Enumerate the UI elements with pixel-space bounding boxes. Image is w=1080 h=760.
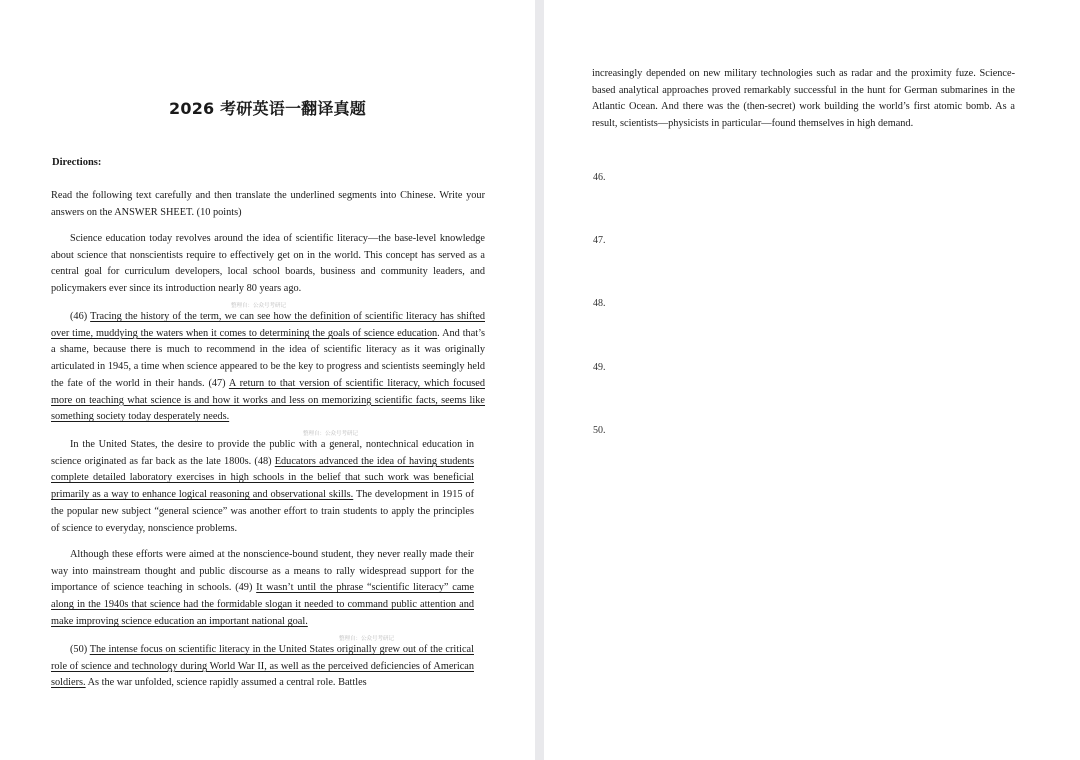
watermark-2: 整理自：公众号考研记 xyxy=(303,431,359,437)
watermark-3: 整理自：公众号考研记 xyxy=(339,636,395,642)
left-page xyxy=(0,0,535,760)
underlined-segment: A return to that version of scientific literacy, which focused more on teaching what science is and how it works and less on memorizing scientific facts, seems like something society today desperately needs. xyxy=(51,377,485,423)
answer-number-47: 47. xyxy=(593,235,606,246)
underlined-segment: Tracing the history of the term, we can see how the definition of scientific literacy has shifted over time, muddying the waters when it comes to determining the goals of science education xyxy=(51,311,485,339)
text-segment: . And that’s a shame, because there is much to recommend in the idea of scientific literacy as it was originally articulated in 1945, a time when science appeared to be the key to progress and scientists seemingly held the fate of the world in their hands. (47) xyxy=(51,327,486,389)
paragraph-5-continued: increasingly depended on new military technologies such as radar and the proximity fuze. Science-based analytical approaches proved remarkably successful in the hunt for German submarines in the Atlantic Ocean. And there was the (then-secret) work building the world’s first atomic bomb. As a result, scientists—physicists in particular—found themselves in high demand. xyxy=(592,68,1015,130)
text-segment: The development in 1915 of the popular new subject “general science” was another effort to train students to apply the principles of science to everyday, nonscience problems. xyxy=(51,489,475,534)
watermark-1: 整理自：公众号考研记 xyxy=(231,303,287,309)
answer-number-50: 50. xyxy=(593,425,606,436)
underlined-segment: The intense focus on scientific literacy in the United States originally grew out of the critical role of science and technology during World War II, as well as the perceived deficiencies of American soldiers. xyxy=(51,644,474,689)
text-segment: (50) xyxy=(70,644,90,655)
paragraph-5 xyxy=(51,642,474,692)
paragraph-3 xyxy=(51,437,474,537)
paragraph-1: Science education today revolves around the idea of scientific literacy—the base-level knowledge about science that nonscientists require to effectively get on in the world. This concept has served as a central goal for curriculum developers, local school boards, business and community leaders, and policymakers ever since its introduction nearly 80 years ago. xyxy=(51,233,485,295)
text-segment: (46) xyxy=(70,311,91,322)
answer-number-49: 49. xyxy=(593,362,606,373)
underlined-segment: Educators advanced the idea of having students complete detailed laboratory exercises in high schools in the belief that such work was beneficial primarily as a way to enhance logical reasoning and observational skills. xyxy=(51,455,475,501)
page-title: 2026 考研英语一翻译真题 xyxy=(169,99,366,118)
paragraph-4 xyxy=(51,547,474,631)
text-segment: As the war unfolded, science rapidly assumed a central role. Battles xyxy=(85,677,367,689)
text-segment: Although these efforts were aimed at the nonscience-bound student, they never really made their way into mainstream thought and public discourse as a means to rally widespread support for the importance of science teaching in schools. (49) xyxy=(51,549,474,594)
answer-number-48: 48. xyxy=(593,298,606,309)
answer-number-46: 46. xyxy=(593,172,606,183)
directions-heading: Directions: xyxy=(52,157,102,168)
underlined-segment: It wasn’t until the phrase “scientific literacy” came along in the 1940s that science had the formidable slogan it needed to command public attention and make improving science education an important national goal. xyxy=(51,582,474,627)
text-segment: In the United States, the desire to provide the public with a general, nontechnical education in science originated as far back as the late 1800s. (48) xyxy=(51,439,474,467)
instructions-text: Read the following text carefully and then translate the underlined segments into Chinese. Write your answers on the ANSWER SHEET. (10 points) xyxy=(51,190,485,218)
paragraph-2 xyxy=(51,309,485,426)
